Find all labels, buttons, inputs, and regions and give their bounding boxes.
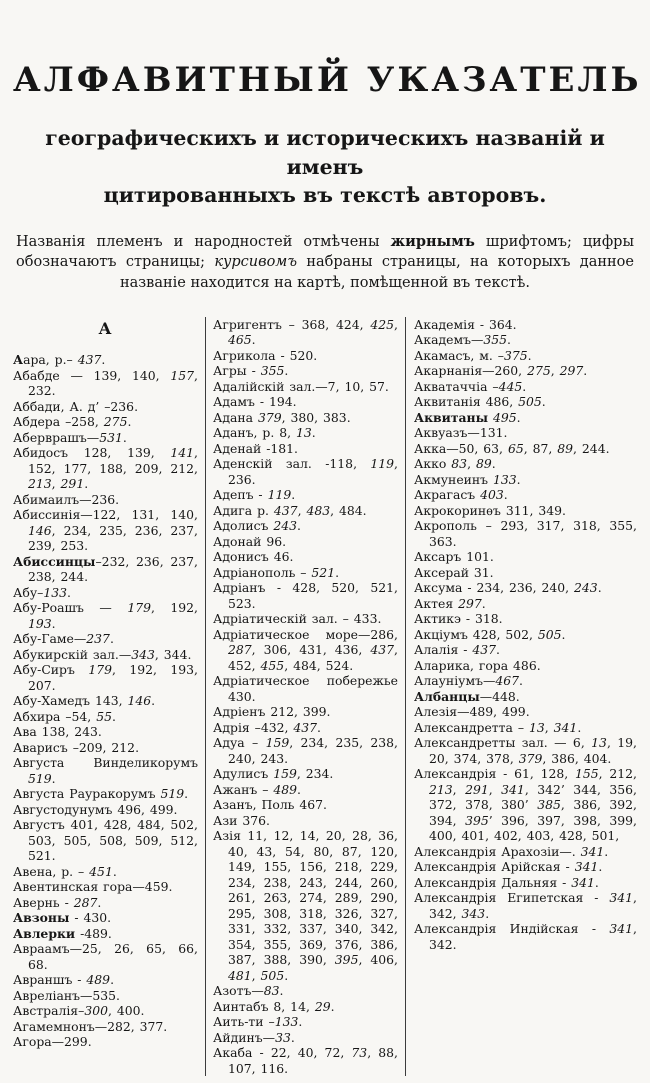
index-entry: Азія 11, 12, 14, 20, 28, 36, 40, 43, 54, 80, 87, 120, 149, 155, 156, 218, 229, 234, 238, 243, 244, 260, 261, 263, 274, 289, 290, 295, 308, 318, 326, 327, 331, 332, 337, 340, 342, 354, 355, 369, 376, 386, 387, 388, 390, 395, 406, 481, 505. [213, 828, 398, 983]
page-subtitle [13, 124, 637, 210]
page-title: АЛФАВИТНЫЙ УКАЗАТЕЛЬ [13, 60, 642, 100]
index-entry: Абимаилъ—236. [13, 491, 120, 507]
index-entry: Абиссинія—122, 131, 140, 146, 234, 235, 236, 237, 239, 253. [13, 507, 198, 554]
index-entry: Аданъ, р. 8, 13. [213, 425, 316, 441]
index-entry: Адонисъ 46. [213, 549, 294, 565]
index-entry: Александретты зал. — 6, 13, 19, 20, 374, 378, 379, 386, 404. [414, 735, 637, 766]
index-entry: Акрагасъ 403. [414, 487, 508, 503]
index-entry: Адріанополь – 521. [213, 564, 340, 580]
index-entry: Ажанъ – 489. [213, 781, 301, 797]
index-entry: Абдера –258, 275. [13, 414, 132, 430]
index-entry: Авраншъ - 489. [13, 972, 115, 988]
index-entry: Алалія - 437. [414, 642, 500, 658]
index-columns [13, 317, 637, 1077]
index-entry: Агригентъ – 368, 424, 425, 465. [213, 316, 398, 348]
subtitle-line-1: географическихъ и историческихъ названій и именъ [45, 126, 605, 179]
index-entry: Адана 379, 380, 383. [213, 409, 351, 425]
index-entry: Александрія - 61, 128, 155, 212, 213, 291, 341, 342’ 344, 356, 372, 378, 380’ 385, 386, 392, 394, 395’ 396, 397, 398, 399, 400, 401, 402, 403, 428, 501, [414, 766, 637, 844]
index-entry: Академъ—355. [414, 332, 511, 348]
index-entry: Авлерки -489. [13, 925, 112, 941]
index-entry: Акватаччіа –445. [414, 378, 527, 394]
index-entry: Адонай 96. [213, 533, 287, 549]
index-entry: Акамасъ, м. –375. [414, 347, 532, 363]
index-entry: Аксума - 234, 236, 240, 243. [414, 580, 602, 596]
index-column-1 [13, 317, 205, 1077]
index-entry: Александрія Индійская - 341, 342. [414, 921, 637, 952]
index-entry: Александретта – 13, 341. [414, 719, 582, 735]
index-entry: Авраамъ—25, 26, 65, 66, 68. [13, 941, 198, 972]
index-entry: Адалійскій зал.—7, 10, 57. [213, 378, 389, 394]
index-entry: Августъ 401, 428, 484, 502, 503, 505, 508, 509, 512, 521. [13, 817, 198, 864]
index-entry: Аберврашъ—531. [13, 429, 127, 445]
index-entry: Аларика, гора 486. [414, 657, 541, 673]
index-entry: Азанъ, Поль 467. [213, 797, 327, 813]
index-entry: Авена, р. – 451. [13, 863, 117, 879]
index-entry: Актикэ - 318. [414, 611, 503, 627]
index-column-2 [205, 317, 405, 1077]
index-entry: Агамемнонъ—282, 377. [13, 1018, 168, 1034]
index-column-3-entries [414, 317, 637, 953]
index-entry: Аденскій зал. -118, 119, 236. [213, 456, 398, 487]
index-entry: Адолисъ 243. [213, 518, 301, 534]
index-entry: Аинтабъ 8, 14, 29. [213, 998, 335, 1014]
index-entry: Александрія Арахозіи—. 341. [414, 843, 609, 859]
index-entry: Австралія–300, 400. [13, 1003, 145, 1019]
index-entry: Академія - 364. [414, 316, 517, 332]
index-entry: Августа Винделикорумъ 519. [13, 755, 198, 786]
index-entry: Абиссинцы–232, 236, 237, 238, 244. [13, 553, 198, 585]
index-entry: Авреліанъ—535. [13, 987, 120, 1003]
index-entry: Акціумъ 428, 502, 505. [414, 626, 566, 642]
index-entry: Акрополь – 293, 317, 318, 355, 363. [414, 518, 637, 549]
index-entry: Абукирскій зал.—343, 344. [13, 646, 192, 662]
intro-paragraph: Названія племенъ и народностей отмѣчены жирнымъ шрифтомъ; цифры обозначаютъ страницы; курсивомъ набраны страницы, на которыхъ данное названіе находится на картѣ, помѣщенной въ текстѣ. [16, 233, 634, 291]
index-entry: Авентинская гора—459. [13, 879, 173, 895]
index-entry: Адуа – 159, 234, 235, 238, 240, 243. [213, 735, 398, 766]
index-entry: Акаба - 22, 40, 72, 73, 88, 107, 116. [213, 1045, 398, 1076]
index-entry: Аара, р.– 437. [13, 352, 106, 368]
index-column-2-entries [213, 317, 398, 1077]
index-entry: Агрикола - 520. [213, 347, 318, 363]
index-entry: Абидосъ 128, 139, 141, 152, 177, 188, 209, 212, 213, 291. [13, 445, 198, 492]
index-entry: Алезія—489, 499. [414, 704, 530, 720]
index-entry: Агора—299. [13, 1034, 92, 1050]
index-entry: Абу–133. [13, 584, 71, 600]
index-entry: Агры - 355. [213, 363, 289, 379]
index-entry: Аденай -181. [213, 440, 298, 456]
index-entry: Ази 376. [213, 812, 270, 828]
index-entry: Авзоны - 430. [13, 910, 112, 926]
index-entry: Акка—50, 63, 65, 87, 89, 244. [414, 440, 610, 456]
index-entry: Аббади, А. д’ –236. [13, 398, 139, 414]
index-entry: Адріенъ 212, 399. [213, 704, 331, 720]
index-entry: Аквуазъ—131. [414, 425, 508, 441]
index-entry: Алауніумъ—467. [414, 673, 523, 689]
index-entry: Августа Рауракорумъ 519. [13, 786, 189, 802]
index-entry: Адріатическое море—286, 287, 306, 431, 436, 437, 452, 455, 484, 524. [213, 626, 398, 673]
index-entry: Александрія Арійская - 341. [414, 859, 603, 875]
index-entry: Аквитанія 486, 505. [414, 394, 546, 410]
index-entry: Александрія Египетская - 341, 342, 343. [414, 890, 637, 921]
index-entry: Абу-Гаме—237. [13, 631, 114, 647]
index-entry: Аварисъ –209, 212. [13, 739, 140, 755]
index-entry: Абхира –54, 55. [13, 708, 116, 724]
index-entry: Адріатическое побережье 430. [213, 673, 398, 704]
index-entry: Акрокоринѳъ 311, 349. [414, 502, 566, 518]
index-entry: Абабде — 139, 140, 157, 232. [13, 367, 198, 399]
index-entry: Адепъ - 119. [213, 487, 296, 503]
index-entry: Адрія –432, 437. [213, 719, 321, 735]
index-entry: Акко 83, 89. [414, 456, 496, 472]
index-entry: Августодунумъ 496, 499. [13, 801, 178, 817]
section-letter-heading: А [98, 318, 113, 338]
index-column-3 [405, 317, 637, 1077]
index-entry: Адига р. 437, 483, 484. [213, 502, 367, 518]
index-entry: Албанцы—448. [414, 688, 520, 704]
index-entry: Адамъ - 194. [213, 394, 297, 410]
index-entry: Аквитаны 495. [414, 409, 521, 425]
index-entry: Акмунеинъ 133. [414, 471, 521, 487]
index-entry: Александрія Дальняя - 341. [414, 874, 599, 890]
index-entry: Азотъ—83. [213, 983, 284, 999]
index-entry: Авернь - 287. [13, 894, 102, 910]
index-column-1-entries [13, 352, 198, 1050]
index-entry: Абу-Сиръ 179, 192, 193, 207. [13, 662, 198, 693]
index-entry: Актея 297. [414, 595, 486, 611]
index-entry: Абу-Роашъ — 179, 192, 193. [13, 600, 198, 631]
index-entry: Акарнанія—260, 275, 297. [414, 363, 588, 379]
index-entry: Аксерай 31. [414, 564, 494, 580]
index-entry: Адріанъ - 428, 520, 521, 523. [213, 580, 398, 611]
index-entry: Ава 138, 243. [13, 724, 102, 740]
index-entry: Аить-ти –133. [213, 1014, 303, 1030]
index-entry: Адріатическій зал. – 433. [213, 611, 382, 627]
index-entry: Айдинъ—33. [213, 1029, 295, 1045]
index-entry: Аксаръ 101. [414, 549, 494, 565]
index-entry: Абу-Хамедъ 143, 146. [13, 693, 156, 709]
index-entry: Адулисъ 159, 234. [213, 766, 334, 782]
subtitle-line-2: цитированныхъ въ текстѣ авторовъ. [103, 183, 547, 208]
